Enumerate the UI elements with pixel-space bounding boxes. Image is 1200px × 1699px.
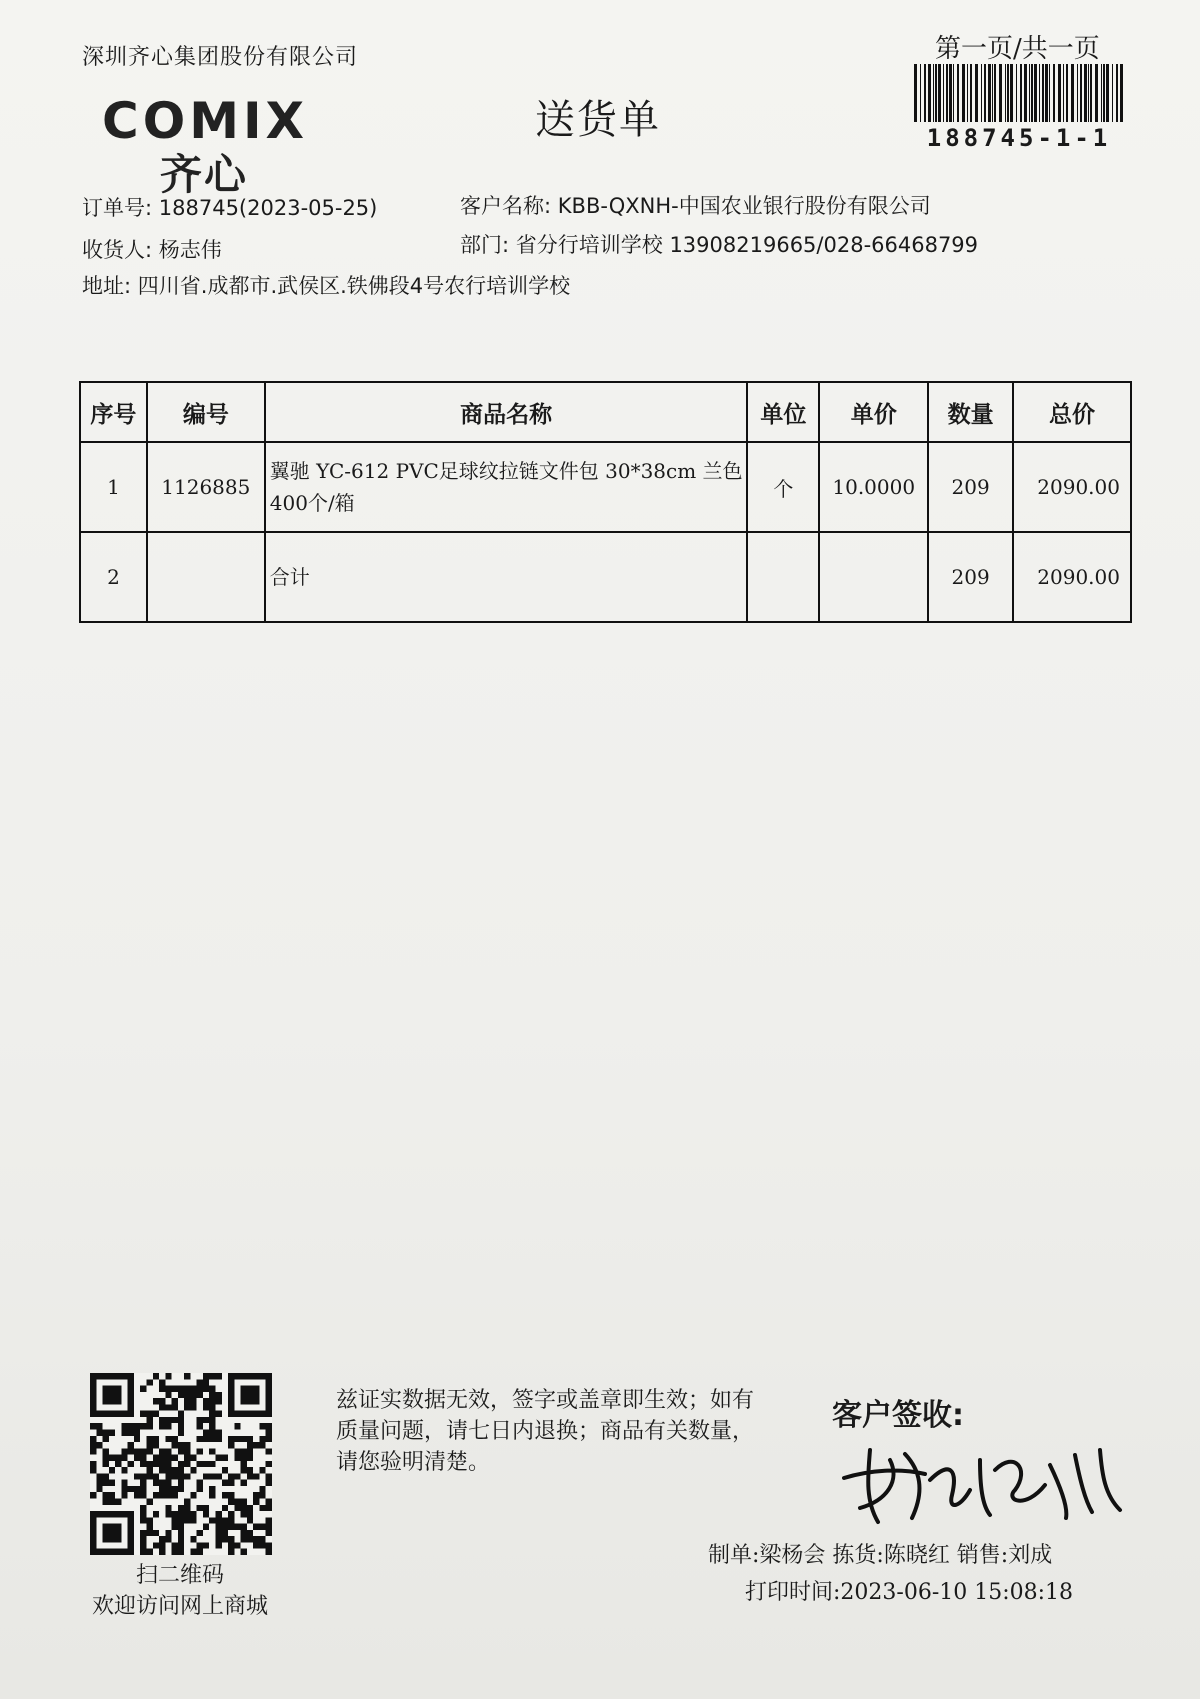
table-header-row [80, 382, 1131, 442]
order-number: 188745(2023-05-25) [158, 196, 378, 220]
row-unit-price: 10.0000 [819, 442, 928, 532]
disclaimer-notice: 兹证实数据无效，签字或盖章即生效；如有质量问题，请七日内退换；商品有关数量，请您验明清楚。 [336, 1388, 755, 1475]
row-quantity: 209 [928, 532, 1013, 622]
qr-caption-line-1: 扫二维码 [135, 1563, 224, 1588]
table-row [80, 442, 1131, 532]
barcode-number: 188745-1-1 [926, 124, 1112, 152]
items-table [79, 381, 1132, 623]
staff-info: 制单:梁杨会 拣货:陈晓红 销售:刘成 [708, 1543, 1053, 1568]
header-code: 编号 [147, 382, 265, 442]
row-quantity: 209 [928, 442, 1013, 532]
page-info: 第一页/共一页 [935, 34, 1100, 64]
qr-caption-line-2: 欢迎访问网上商城 [91, 1594, 268, 1619]
company-name: 深圳齐心集团股份有限公司 [82, 45, 359, 70]
customer-name: KBB-QXNH-中国农业银行股份有限公司 [557, 194, 931, 218]
order-number-label: 订单号: [82, 196, 153, 220]
address: 四川省.成都市.武侯区.铁佛段4号农行培训学校 [137, 274, 571, 298]
receiver-label: 收货人: [82, 238, 153, 262]
row-seq: 2 [80, 532, 147, 622]
header-unit: 单位 [747, 382, 819, 442]
row-code [147, 532, 265, 622]
document-title: 送货单 [535, 97, 661, 143]
row-unit [747, 532, 819, 622]
comix-logo: COMIX [102, 92, 309, 150]
row-unit-price [819, 532, 928, 622]
address-line [82, 270, 570, 300]
header-product-name: 商品名称 [265, 382, 748, 442]
department-label: 部门: [460, 233, 510, 257]
department-line [460, 229, 978, 259]
row-total: 2090.00 [1013, 532, 1131, 622]
comix-logo-chinese: 齐心 [160, 150, 249, 199]
address-label: 地址: [82, 274, 132, 298]
receiver-line [82, 234, 222, 264]
customer-label: 客户名称: [460, 194, 552, 218]
handwritten-signature [830, 1430, 1130, 1530]
receiver-name: 杨志伟 [158, 238, 222, 262]
header-unit-price: 单价 [819, 382, 928, 442]
row-seq: 1 [80, 442, 147, 532]
header-total: 总价 [1013, 382, 1131, 442]
customer-sign-label: 客户签收: [832, 1398, 964, 1433]
order-number-line [82, 192, 377, 222]
header-seq: 序号 [80, 382, 147, 442]
row-product-name: 合计 [265, 532, 748, 622]
barcode-image [912, 64, 1126, 122]
row-unit: 个 [747, 442, 819, 532]
row-product-name: 翼驰 YC-612 PVC足球纹拉链文件包 30*38cm 兰色 400个/箱 [265, 442, 748, 532]
customer-line [460, 190, 931, 220]
department: 省分行培训学校 13908219665/028-66468799 [515, 233, 979, 257]
row-code: 1126885 [147, 442, 265, 532]
print-time: 打印时间:2023-06-10 15:08:18 [745, 1580, 1074, 1605]
header-quantity: 数量 [928, 382, 1013, 442]
table-row-summary [80, 532, 1131, 622]
qr-code-image [90, 1373, 272, 1555]
qr-caption [60, 1560, 300, 1622]
row-total: 2090.00 [1013, 442, 1131, 532]
